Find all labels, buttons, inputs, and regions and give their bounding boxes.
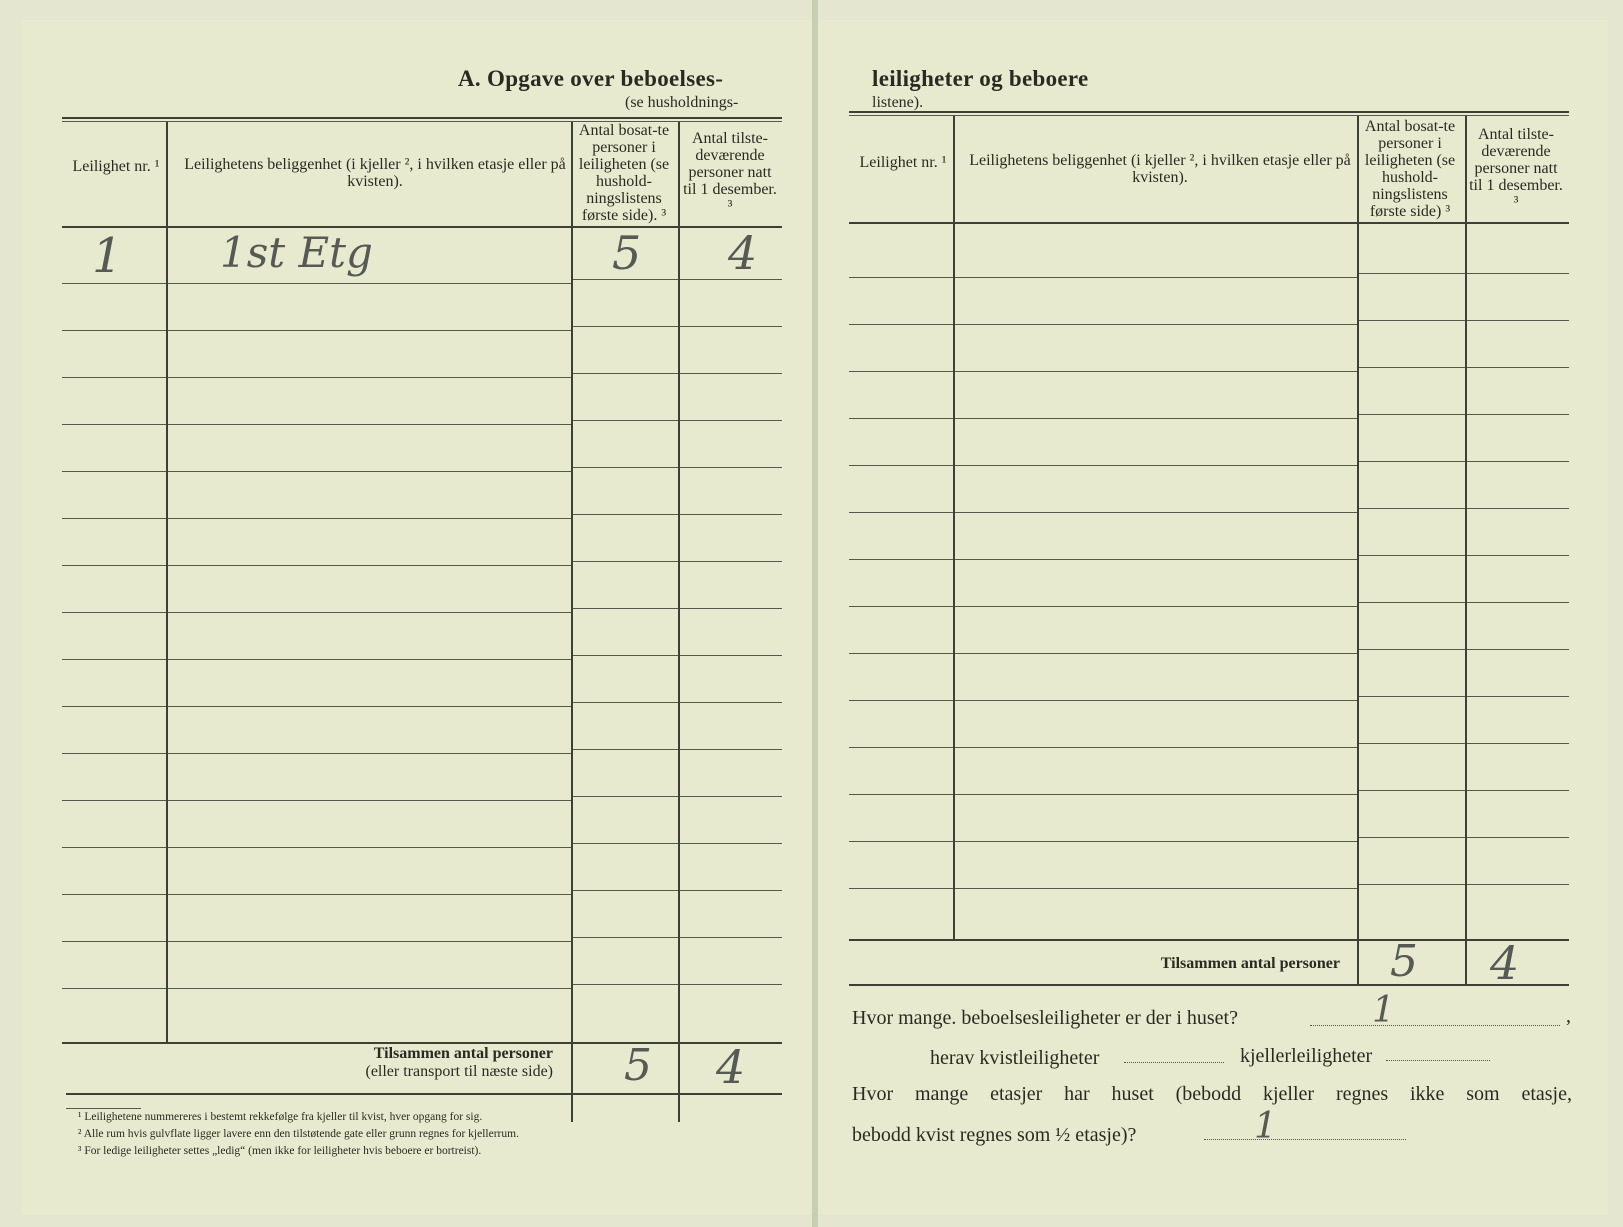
- left-row-line: [680, 796, 782, 797]
- right-row-line: [849, 277, 953, 278]
- left-row-line: [168, 988, 571, 989]
- left-row-line: [680, 420, 782, 421]
- right-row-line: [955, 371, 1357, 372]
- left-row-line: [168, 565, 571, 566]
- left-total-label: Tilsammen antal personer: [373, 1045, 553, 1062]
- right-row-line: [849, 653, 953, 654]
- right-total-label: Tilsammen antal personer: [1160, 955, 1340, 972]
- left-row-line: [680, 843, 782, 844]
- question-floors-cont: bebodd kvist regnes som ½ etasje)?: [852, 1124, 1137, 1146]
- right-row-line: [1359, 837, 1465, 838]
- left-subtitle: (se husholdnings-: [625, 94, 739, 111]
- right-row-line: [955, 559, 1357, 560]
- left-row1-bosatte: 5: [612, 226, 642, 280]
- right-row-line: [1359, 555, 1465, 556]
- left-row-line: [573, 984, 678, 985]
- left-total-bottom-rule: [66, 1093, 782, 1095]
- left-row-line: [62, 800, 166, 801]
- right-row-line: [1359, 508, 1465, 509]
- right-row-line: [849, 841, 953, 842]
- right-row-line: [955, 653, 1357, 654]
- left-row-line: [168, 894, 571, 895]
- footnote-3: ³ For ledige leiligheter settes „ledig“ (men ikke for leiligheter hvis beboere er bortreist).: [78, 1145, 482, 1157]
- right-row-line: [955, 606, 1357, 607]
- right-row-line: [849, 559, 953, 560]
- right-col-location-header: Leilighetens beliggenhet (i kjeller ², i hvilken etasje eller på kvisten).: [969, 152, 1351, 186]
- left-row-line: [573, 702, 678, 703]
- left-row-line: [680, 890, 782, 891]
- right-row-line: [849, 606, 953, 607]
- right-row-line: [1467, 508, 1569, 509]
- left-row-line: [62, 330, 166, 331]
- left-row-line: [62, 753, 166, 754]
- left-row-line: [573, 514, 678, 515]
- left-row-line: [573, 608, 678, 609]
- left-row-line: [62, 847, 166, 848]
- right-row-line: [1359, 320, 1465, 321]
- left-row-line: [680, 326, 782, 327]
- right-row-line: [1467, 837, 1569, 838]
- left-row-line: [573, 467, 678, 468]
- right-row-line: [1467, 743, 1569, 744]
- left-row-line: [168, 847, 571, 848]
- right-row-line: [1467, 273, 1569, 274]
- left-title: A. Opgave over beboelses-: [458, 66, 724, 91]
- right-col-tilstede-header: Antal tilste-deværende personer natt til 1 desember. ³: [1469, 126, 1563, 211]
- right-row-line: [1359, 790, 1465, 791]
- left-header-bottom-rule: [62, 226, 782, 228]
- right-title: leiligheter og beboere: [872, 66, 1089, 91]
- left-row-line: [168, 377, 571, 378]
- answer-line-apartments: [1310, 1025, 1560, 1026]
- right-row-line: [849, 700, 953, 701]
- left-row1-tilstede: 4: [728, 226, 758, 280]
- right-row-line: [1467, 790, 1569, 791]
- right-row-line: [849, 465, 953, 466]
- left-row-line: [680, 514, 782, 515]
- left-row-line: [62, 988, 166, 989]
- right-row-line: [1467, 696, 1569, 697]
- footnote-1: ¹ Leilighetene nummereres i bestemt rekkefølge fra kjeller til kvist, hver opgang for sig.: [78, 1111, 483, 1123]
- left-row-line: [680, 373, 782, 374]
- left-row-line: [168, 941, 571, 942]
- answer-line-floors: [1204, 1139, 1406, 1140]
- left-vline-2: [571, 122, 573, 1122]
- left-vline-1: [166, 122, 168, 1042]
- right-row-line: [849, 888, 953, 889]
- right-row-line: [1467, 461, 1569, 462]
- right-row-line: [955, 465, 1357, 466]
- right-row-line: [1359, 743, 1465, 744]
- left-row-line: [168, 612, 571, 613]
- right-row-line: [1359, 884, 1465, 885]
- answer-line-basement: [1386, 1060, 1490, 1061]
- right-row-line: [849, 418, 953, 419]
- left-total-tilstede: 4: [716, 1040, 746, 1094]
- right-row-line: [849, 371, 953, 372]
- right-row-line: [955, 512, 1357, 513]
- left-col-bosatte-header: Antal bosat-te personer i leiligheten (se hushold-ningslistens første side). ³: [578, 122, 670, 224]
- right-row-line: [1467, 320, 1569, 321]
- right-row-line: [955, 747, 1357, 748]
- left-row-line: [168, 753, 571, 754]
- right-col-bosatte-header: Antal bosat-te personer i leiligheten (se hushold-ningslistens første side) ³: [1364, 118, 1456, 220]
- left-total-sub: (eller transport til næste side): [365, 1063, 553, 1080]
- left-row-line: [573, 326, 678, 327]
- left-row-line: [168, 659, 571, 660]
- right-row-line: [1359, 367, 1465, 368]
- left-row-line: [62, 659, 166, 660]
- right-top-rule: [849, 111, 1569, 113]
- right-row-line: [1359, 696, 1465, 697]
- right-row-line: [1467, 367, 1569, 368]
- right-row-line: [849, 794, 953, 795]
- right-col-nr-header: Leilighet nr. ¹: [859, 154, 947, 171]
- left-row-line: [680, 984, 782, 985]
- right-row-line: [955, 888, 1357, 889]
- right-total-tilstede: 4: [1490, 936, 1520, 990]
- left-total-bosatte: 5: [624, 1040, 652, 1091]
- left-row-line: [168, 471, 571, 472]
- page-fold: [812, 0, 818, 1227]
- right-row-line: [1359, 602, 1465, 603]
- left-total-top-rule: [62, 1042, 782, 1044]
- answer-floors: 1: [1254, 1106, 1277, 1147]
- left-row-line: [62, 612, 166, 613]
- question-floors: Hvor mange etasjer har huset (bebodd kjeller regnes ikke som etasje,: [852, 1083, 1572, 1105]
- left-row-line: [168, 518, 571, 519]
- left-row-line: [62, 518, 166, 519]
- left-row1-nr: 1: [92, 228, 123, 284]
- left-col-nr-header: Leilighet nr. ¹: [72, 158, 160, 175]
- left-row-line: [62, 894, 166, 895]
- right-total-bottom-rule: [849, 984, 1569, 986]
- right-top-rule-2: [849, 115, 1569, 116]
- answer-apartments: 1: [1372, 990, 1395, 1031]
- right-row-line: [849, 747, 953, 748]
- question-apartments: Hvor mange. beboelsesleiligheter er der i huset?: [852, 1007, 1238, 1029]
- right-subtitle: listene).: [872, 94, 924, 111]
- right-vline-3: [1465, 116, 1467, 984]
- left-row-line: [573, 655, 678, 656]
- right-row-line: [955, 324, 1357, 325]
- footnote-rule: [66, 1108, 141, 1109]
- question-basement-apartments: kjellerleiligheter: [1240, 1045, 1373, 1067]
- left-row-line: [573, 373, 678, 374]
- right-row-line: [1467, 884, 1569, 885]
- left-col-location-header: Leilighetens beliggenhet (i kjeller ², i hvilken etasje eller på kvisten).: [184, 156, 566, 190]
- left-row-line: [680, 467, 782, 468]
- left-row-line: [680, 561, 782, 562]
- right-row-line: [955, 700, 1357, 701]
- right-row-line: [1467, 649, 1569, 650]
- right-row-line: [1467, 555, 1569, 556]
- left-row-line: [680, 702, 782, 703]
- left-row-line: [168, 330, 571, 331]
- right-row-line: [955, 794, 1357, 795]
- answer-line-attic: [1124, 1062, 1224, 1063]
- right-row-line: [1359, 461, 1465, 462]
- left-col-tilstede-header: Antal tilste-deværende personer natt til 1 desember. ³: [683, 130, 777, 215]
- right-row-line: [1467, 602, 1569, 603]
- left-row-line: [168, 283, 571, 284]
- right-total-top-rule: [849, 939, 1569, 941]
- left-row-line: [680, 655, 782, 656]
- left-row-line: [573, 937, 678, 938]
- left-row-line: [62, 706, 166, 707]
- left-row-line: [168, 800, 571, 801]
- left-row1-location: 1st Etg: [220, 228, 373, 277]
- right-row-line: [1359, 649, 1465, 650]
- left-row-line: [573, 843, 678, 844]
- left-row-line: [62, 424, 166, 425]
- left-row-line: [168, 424, 571, 425]
- left-row-line: [680, 749, 782, 750]
- left-row-line: [680, 608, 782, 609]
- left-row-line: [573, 561, 678, 562]
- right-row-line: [955, 841, 1357, 842]
- footnote-2: ² Alle rum hvis gulvflate ligger lavere enn den tilstøtende gate eller grunn regnes for kjellerrum.: [78, 1128, 519, 1140]
- left-row-line: [168, 706, 571, 707]
- right-row-line: [849, 324, 953, 325]
- right-header-bottom-rule: [849, 222, 1569, 224]
- right-row-line: [955, 418, 1357, 419]
- right-row-line: [1467, 414, 1569, 415]
- right-row-line: [1359, 273, 1465, 274]
- left-row-line: [62, 471, 166, 472]
- right-vline-1: [953, 116, 955, 939]
- question-apartments-comma: ,: [1566, 1005, 1571, 1027]
- right-total-bosatte: 5: [1390, 936, 1418, 987]
- left-row-line: [573, 796, 678, 797]
- question-attic-apartments: herav kvistleiligheter: [930, 1047, 1100, 1069]
- left-row-line: [573, 420, 678, 421]
- right-vline-2: [1357, 116, 1359, 984]
- right-row-line: [849, 512, 953, 513]
- right-row-line: [955, 277, 1357, 278]
- left-row-line: [62, 377, 166, 378]
- left-row-line: [573, 749, 678, 750]
- left-row-line: [62, 941, 166, 942]
- left-top-rule: [62, 117, 782, 119]
- right-row-line: [1359, 414, 1465, 415]
- left-row-line: [62, 565, 166, 566]
- left-row-line: [680, 937, 782, 938]
- left-row-line: [573, 890, 678, 891]
- left-vline-3: [678, 122, 680, 1122]
